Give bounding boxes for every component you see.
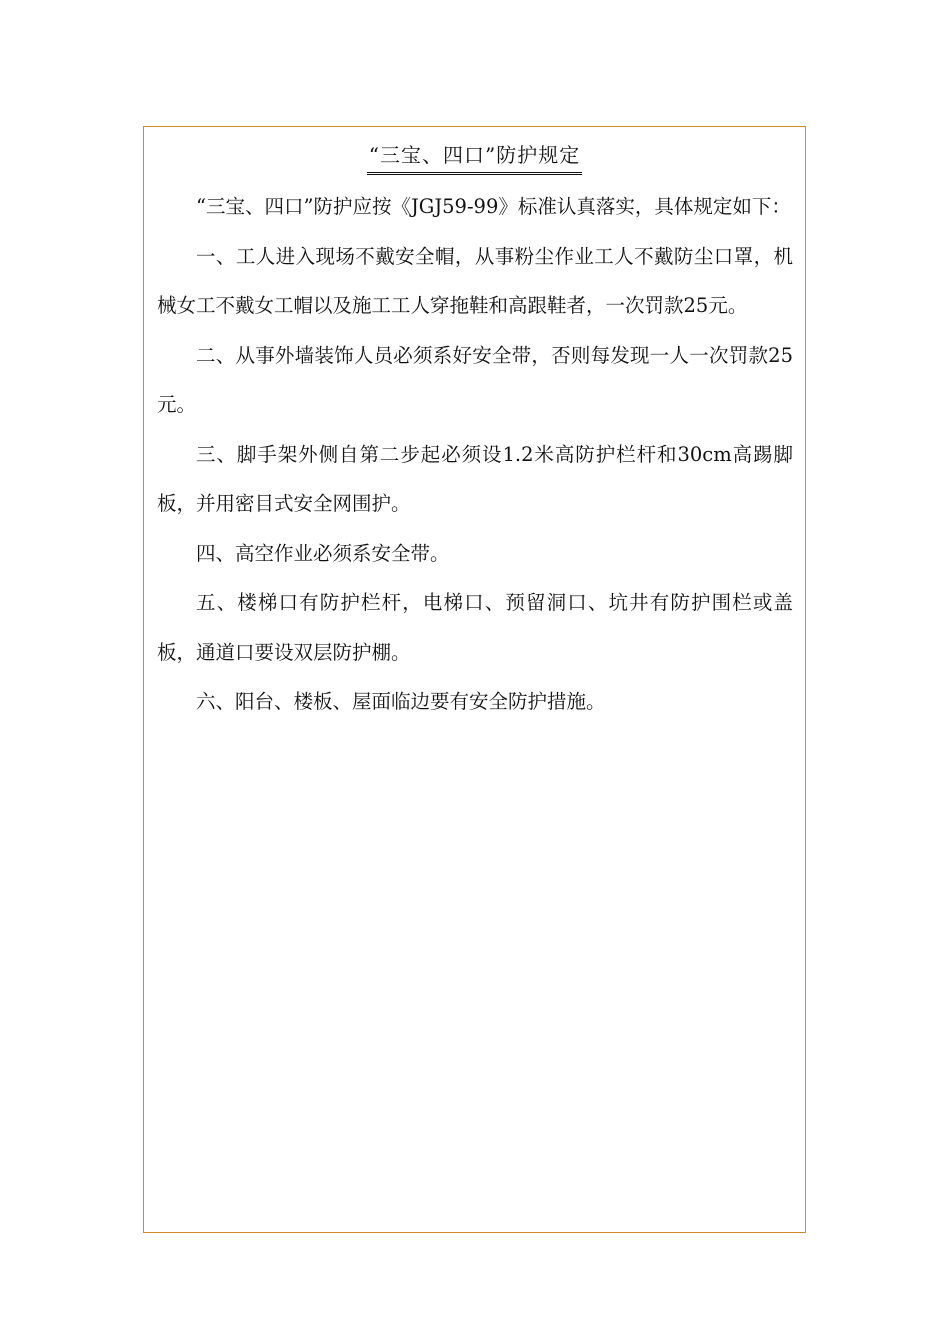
rule-4-paragraph: 四、高空作业必须系安全带。 xyxy=(196,541,450,565)
rule-2-paragraph: 二、从事外墙装饰人员必须系好安全带，否则每发现一人一次罚款25元。 xyxy=(157,343,793,416)
document-frame xyxy=(143,126,806,1233)
rule-3-paragraph: 三、脚手架外侧自第二步起必须设1.2米高防护栏杆和30cm高踢脚板，并用密目式安全网围护。 xyxy=(157,442,793,515)
title-container xyxy=(144,139,805,175)
page-title: “三宝、四口”防护规定 xyxy=(367,139,582,175)
rule-5-paragraph: 五、楼梯口有防护栏杆，电梯口、预留洞口、坑井有防护围栏或盖板，通道口要设双层防护棚。 xyxy=(157,591,793,664)
rule-6-paragraph: 六、阳台、楼板、屋面临边要有安全防护措施。 xyxy=(196,690,606,713)
intro-paragraph: “三宝、四口”防护应按《JGJ59-99》标准认真落实，具体规定如下： xyxy=(196,195,791,218)
document-body xyxy=(157,182,793,727)
rule-1-paragraph: 一、工人进入现场不戴安全帽，从事粉尘作业工人不戴防尘口罩，机械女工不戴女工帽以及施工工人穿拖鞋和高跟鞋者，一次罚款25元。 xyxy=(157,244,793,317)
